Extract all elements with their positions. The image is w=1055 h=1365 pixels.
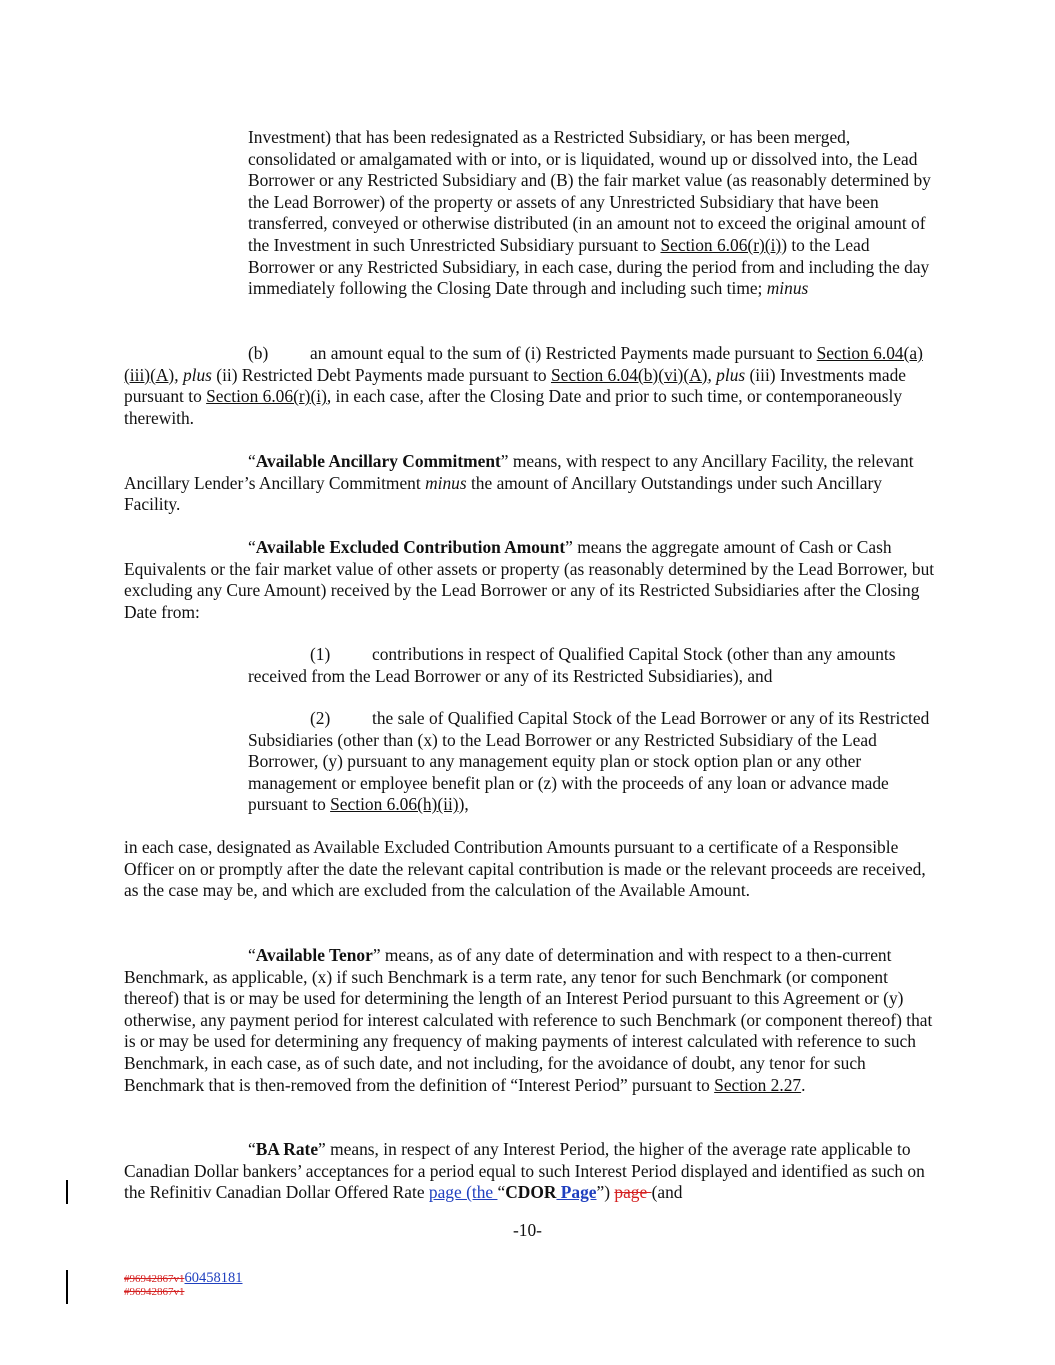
defined-term: BA Rate (255, 1139, 319, 1159)
text: , (174, 364, 183, 385)
italic-term: minus (766, 278, 809, 299)
italic-term: plus (182, 364, 212, 385)
inserted-text: (the (466, 1182, 498, 1203)
text: ” means, as of any date of determination and with respect to a then-current Benchmark, as applicable, (x) if such Benchmark is a term rate, any tenor for such Benchmark (or component thereof) that is or may be used for determining the length of an Interest Period pursuant to this Agreement or (y) otherwise, any payment period for interest calculated with reference to such Benchmark (or component thereof) that is or may be used for determining any frequency of making payments of interest calculated with reference to such Benchmark, in each case, as of such date, and not including, for the avoidance of doubt, any tenor for such Benchmark that is then-removed from the definition of “Interest Period” pursuant to (124, 945, 933, 1095)
section-reference: Section 6.04(b)(vi)(A) (550, 364, 708, 385)
section-reference: Section 6.06(h)(ii) (330, 794, 459, 815)
text: “ (248, 537, 256, 557)
text: “ (248, 945, 256, 965)
text: ), (458, 794, 469, 815)
list-item-2 (248, 708, 938, 816)
text: the amount of Ancillary Outstandings under such Ancillary Facility. (124, 472, 882, 515)
paragraph-investment-continuation (248, 127, 938, 300)
text: ) to the Lead Borrower or any Restricted Subsidiary, in each case, during the period from and including the day immediately following the Closing Date through and including such time; (248, 234, 930, 299)
list-label: (1) (310, 644, 331, 664)
text: , (707, 364, 717, 385)
section-reference: Section 6.04(a)(iii)(A) (124, 343, 923, 385)
text: . (801, 1074, 806, 1095)
document-footer (124, 1272, 243, 1299)
text: “ (248, 1139, 256, 1159)
section-reference: Section 6.06(r)(i) (206, 386, 327, 407)
defined-term: Available Tenor (255, 945, 373, 965)
text: ” means, in respect of any Interest Period, the higher of the average rate applicable to Canadian Dollar bankers’ acceptances for a period equal to such Interest Period displayed and identified as such on the Refinitiv Canadian Dollar Offered Rate (124, 1139, 925, 1203)
section-reference: Section 2.27 (714, 1074, 802, 1095)
section-reference: Section 6.06(r)(i) (660, 234, 782, 255)
definition-available-tenor (124, 945, 936, 1096)
text: the sale of Qualified Capital Stock of the Lead Borrower or any of its Restricted Subsidiaries (other than (x) to the Lead Borrower or any Restricted Subsidiary of the Lead Borrower, (y) pursuant to any management equity plan or stock option plan or any other management or employee benefit plan or (z) with the proceeds of any loan or advance made pursuant to (248, 708, 930, 815)
definition-available-excluded-contribution-amount (124, 537, 936, 623)
defined-term: Available Ancillary Commitment (255, 451, 501, 471)
paragraph-in-each-case (124, 837, 936, 902)
list-label: (2) (310, 708, 331, 728)
italic-term: minus (425, 472, 467, 493)
change-bar (66, 1270, 68, 1304)
text: Investment) that has been redesignated as a Restricted Subsidiary, or has been merged, consolidated or amalgamated with or into, or is liquidated, wound up or dissolved into, the Lead Borrower or any Restricted Subsidiary and (B) the fair market value (as reasonably determined by the Lead Borrower) of the property or assets of any Unrestricted Subsidiary that have been transferred, conveyed or otherwise distributed (in an amount not to exceed the original amount of the Investment in such Unrestricted Subsidiary pursuant to (248, 127, 931, 255)
change-bar (66, 1180, 68, 1204)
defined-term: CDOR (505, 1182, 557, 1203)
italic-term: plus (716, 364, 746, 385)
text: (ii) Restricted Debt Payments made pursuant to (211, 364, 551, 385)
deleted-text: page (614, 1182, 652, 1203)
text: contributions in respect of Qualified Capital Stock (other than any amounts received from the Lead Borrower or any of its Restricted Subsidiaries), and (248, 644, 896, 686)
paragraph-b (124, 343, 936, 429)
footer-line-1 (124, 1272, 243, 1286)
definition-available-ancillary-commitment (124, 451, 936, 516)
page-number: -10- (513, 1220, 542, 1240)
text: ” means, with respect to any Ancillary Facility, the relevant Ancillary Lender’s Ancillary Commitment (124, 451, 914, 493)
text: (and (651, 1182, 683, 1203)
deleted-doc-id: #96942867v1 (124, 1273, 185, 1285)
inserted-text: Page (556, 1182, 597, 1203)
footer-line-2 (124, 1286, 243, 1299)
inserted-text: page (428, 1182, 467, 1203)
list-item-1 (248, 644, 938, 687)
list-label: (b) (248, 343, 269, 363)
inserted-doc-id: 60458181 (184, 1270, 243, 1286)
text: “ (497, 1182, 506, 1203)
definition-ba-rate (124, 1139, 936, 1204)
text: an amount equal to the sum of (i) Restricted Payments made pursuant to (310, 343, 817, 363)
deleted-doc-id: #96942867v1 (124, 1286, 185, 1298)
text: in each case, designated as Available Excluded Contribution Amounts pursuant to a certificate of a Responsible Officer on or promptly after the date the relevant capital contribution is made or the relevant proceeds are received, as the case may be, and which are excluded from the calculation of the Available Amount. (124, 837, 926, 901)
text: , in each case, after the Closing Date and prior to such time, or contemporaneously therewith. (124, 386, 903, 428)
text: ”) (596, 1182, 615, 1203)
text: (iii) Investments made pursuant to (124, 364, 906, 407)
defined-term: Available Excluded Contribution Amount (255, 537, 566, 557)
text: “ (248, 451, 256, 471)
text: ” means the aggregate amount of Cash or Cash Equivalents or the fair market value of other assets or property (as reasonably determined by the Lead Borrower, but excluding any Cure Amount) received by the Lead Borrower or any of its Restricted Subsidiaries after the Closing Date from: (124, 537, 935, 622)
